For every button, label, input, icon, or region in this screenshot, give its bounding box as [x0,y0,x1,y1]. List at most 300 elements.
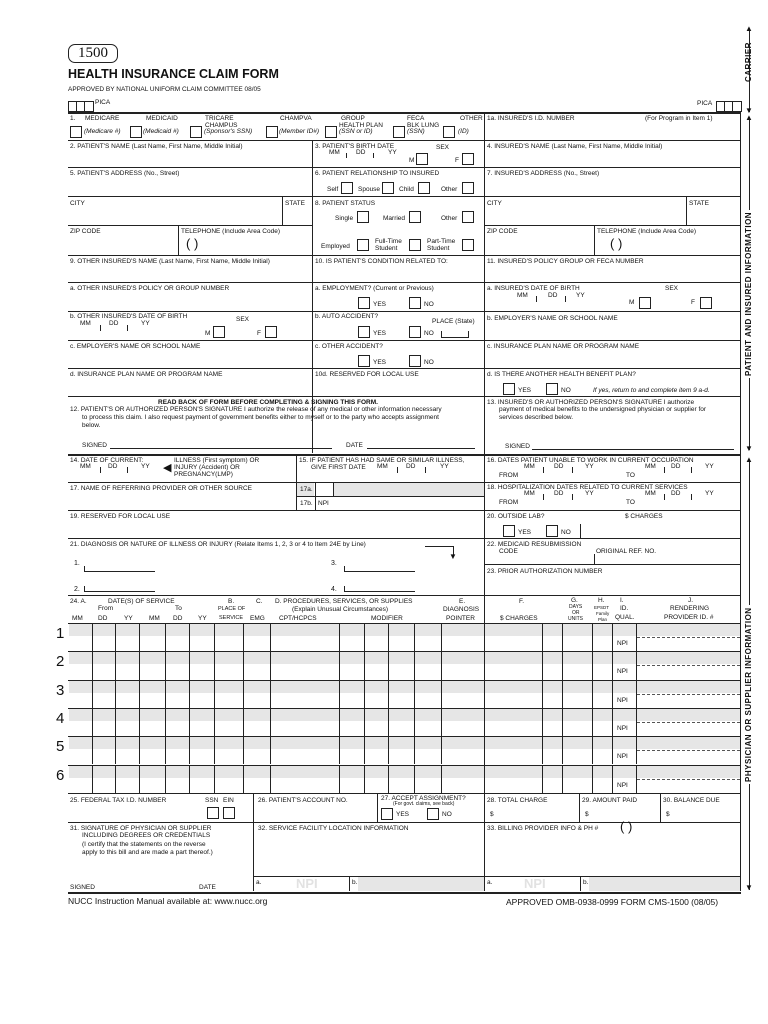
service-col-divider [441,708,442,736]
service-col-divider [484,651,485,679]
diag-3-label: 3. [331,560,337,567]
service-col-divider [592,765,593,793]
box24-service: SERVICE [219,615,244,621]
box23-label: 23. PRIOR AUTHORIZATION NUMBER [487,568,603,575]
service-col-divider [92,680,93,708]
box8-label: 8. PATIENT STATUS [315,200,376,207]
service-line-provider-field[interactable] [637,637,740,638]
service-line-npi: NPI [617,753,628,761]
box8-married: Married [383,215,406,222]
service-col-divider [243,708,244,736]
service-col-divider [92,765,93,793]
service-col-divider [441,623,442,651]
box9b-sex-m-checkbox[interactable] [213,326,225,338]
service-col-divider [612,680,613,708]
service-line-shade [69,766,740,778]
box24-d: D. PROCEDURES, SERVICES, OR SUPPLIES [275,598,413,605]
service-col-divider [484,736,485,764]
service-col-divider [139,623,140,651]
box32a-npi-watermark: NPI [296,876,318,891]
box24-epsdt: EPSDT [594,605,610,610]
box13-line2: payment of medical benefits to the undersigned physician or supplier for [499,406,707,413]
service-line-provider-field[interactable] [637,694,740,695]
box18-to-mm: MM [645,490,656,497]
box31-degrees: INCLUDING DEGREES OR CREDENTIALS [82,832,211,839]
box1-champva-sub: (Member ID#) [279,128,320,135]
box1-feca-checkbox[interactable] [393,126,405,138]
service-col-divider [364,708,365,736]
box13-line3: services described below. [499,414,574,421]
service-col-divider [441,680,442,708]
service-line-npi: NPI [617,696,628,704]
box25-ein-checkbox[interactable] [223,807,235,819]
box8-other-checkbox[interactable] [462,211,474,223]
box3-sex-m-checkbox[interactable] [416,153,428,165]
box25-ssn: SSN [205,797,219,804]
service-col-divider [243,736,244,764]
service-col-divider [484,765,485,793]
service-col-divider [165,623,166,651]
box16-from-mm: MM [524,463,535,470]
service-col-divider [92,736,93,764]
box8-married-checkbox[interactable] [409,211,421,223]
box10b-yes: YES [373,330,387,337]
box14-illness: ILLNESS (First symptom) OR [174,457,260,464]
box8-other: Other [441,215,458,222]
box24-i: I. [620,597,624,604]
box8-single: Single [335,215,354,222]
box24-d-explain: (Explain Unusual Circumstances) [292,606,389,613]
service-col-divider [165,680,166,708]
box17a-shade [333,483,484,497]
box24-units: UNITS [568,616,583,622]
box28-label: 28. TOTAL CHARGE [487,797,548,804]
service-col-divider [139,651,140,679]
box32a-label: a. [256,879,262,886]
right-rule [740,112,741,891]
box20-no-checkbox[interactable] [546,525,558,537]
service-col-divider [92,708,93,736]
service-col-divider [270,736,271,764]
box24-f: F. [519,598,525,605]
box17a-label: 17a. [300,486,313,493]
service-col-divider [139,708,140,736]
service-col-divider [214,651,215,679]
box10c-yes-checkbox[interactable] [358,355,370,367]
box11a-mm: MM [517,292,528,299]
box10b-yes-checkbox[interactable] [358,326,370,338]
service-col-divider [364,736,365,764]
box16-to-dd: DD [671,463,681,470]
service-col-divider [115,623,116,651]
box24-from-mm: MM [72,615,83,622]
diag-1-field[interactable] [84,566,155,572]
service-line-number: 1 [56,625,65,642]
form-number: 1500 [78,45,108,61]
box9d-label: d. INSURANCE PLAN NAME OR PROGRAM NAME [70,371,223,378]
service-col-divider [165,736,166,764]
box11a-yy: YY [576,292,585,299]
box24-days: DAYS [569,604,583,610]
box1-label: 1. [70,115,76,122]
box3-dd: DD [356,149,366,156]
service-col-divider [364,680,365,708]
read-back-notice: READ BACK OF FORM BEFORE COMPLETING & SIGNING THIS FORM. [158,399,378,406]
box10c-no-checkbox[interactable] [409,355,421,367]
box11a-sex-f-checkbox[interactable] [700,297,712,309]
service-col-divider [214,680,215,708]
box15-give-first-date: GIVE FIRST DATE [311,464,366,471]
diag-2-label: 2. [74,586,80,593]
insured-state-label: STATE [689,200,709,207]
service-col-divider [243,623,244,651]
box16-label: 16. DATES PATIENT UNABLE TO WORK IN CURRENT OCCUPATION [487,457,694,464]
box5-label: 5. PATIENT'S ADDRESS (No., Street) [70,170,180,177]
box10a-label: a. EMPLOYMENT? (Current or Previous) [315,285,434,292]
service-col-divider [612,651,613,679]
service-line-npi: NPI [617,640,628,647]
box10d-label: 10d. RESERVED FOR LOCAL USE [315,371,419,378]
patient-arrow-up-icon: ▲ [745,113,753,122]
diag-2-field[interactable] [84,586,155,592]
box8-fulltime-student: Student [375,245,398,252]
service-col-divider [270,765,271,793]
service-line-number: 4 [56,709,65,727]
box8-fulltime-checkbox[interactable] [409,239,421,251]
box27-yes-checkbox[interactable] [381,808,393,820]
service-line-shade [69,624,740,636]
box24-provider-id: PROVIDER ID. # [664,614,714,621]
service-line-number: 2 [56,653,65,671]
box21-arrow-down-icon: ▼ [449,552,457,561]
service-col-divider [414,765,415,793]
service-col-divider [592,651,593,679]
box14-yy: YY [141,463,150,470]
service-col-divider [243,765,244,793]
service-col-divider [414,623,415,651]
box24-c: C. [256,598,263,605]
box20-label: 20. OUTSIDE LAB? [487,513,545,520]
box1-health-plan: HEALTH PLAN [339,122,383,129]
service-line-provider-field[interactable] [637,665,740,666]
box30-label: 30. BALANCE DUE [663,797,720,804]
box25-ssn-checkbox[interactable] [207,807,219,819]
box14-label: 14. DATE OF CURRENT: [70,457,144,464]
service-col-divider [484,623,485,651]
box27-no: NO [442,811,452,818]
box1-champva: CHAMPVA [280,115,312,122]
box12-signed: SIGNED [82,442,107,449]
box10a-yes: YES [373,301,387,308]
box24-to-mm: MM [149,615,160,622]
box8-parttime-student: Student [427,245,450,252]
service-col-divider [562,708,563,736]
service-col-divider [165,651,166,679]
carrier-arrow-up-icon: ▲ [745,24,753,33]
box11d-label: d. IS THERE ANOTHER HEALTH BENEFIT PLAN? [487,371,636,378]
box1-medicare: MEDICARE [85,115,120,122]
service-col-divider [189,623,190,651]
patient-arrow-down-icon: ▼ [745,444,753,453]
box32b-shade [358,877,484,891]
box21-label: 21. DIAGNOSIS OR NATURE OF ILLNESS OR INJURY (Relate Items 1, 2, 3 or 4 to Item 24E by Line) [70,541,366,548]
box20-yes-checkbox[interactable] [503,525,515,537]
box1a-label: 1a. INSURED'S I.D. NUMBER [487,115,575,122]
box6-spouse-checkbox[interactable] [382,182,394,194]
box31-label: 31. SIGNATURE OF PHYSICIAN OR SUPPLIER [70,825,212,832]
box8-parttime: Part-Time [427,238,456,245]
box20-yes: YES [518,529,532,536]
box27-no-checkbox[interactable] [427,808,439,820]
box10a-yes-checkbox[interactable] [358,297,370,309]
box18-from: FROM [499,499,519,506]
service-col-divider [139,736,140,764]
service-line-shade [69,709,740,721]
box32-label: 32. SERVICE FACILITY LOCATION INFORMATION [258,825,409,832]
service-col-divider [165,765,166,793]
box12-date: DATE [346,442,363,449]
service-col-divider [339,651,340,679]
box8-parttime-checkbox[interactable] [462,239,474,251]
box24-emg: EMG [250,615,265,622]
top-rule [68,112,740,114]
box1-medicare-checkbox[interactable] [70,126,82,138]
box1-medicaid-checkbox[interactable] [130,126,142,138]
service-col-divider [542,736,543,764]
service-col-divider [388,680,389,708]
box6-child: Child [399,186,414,193]
box9b-f: F [257,330,261,337]
service-col-divider [484,708,485,736]
box6-self-checkbox[interactable] [341,182,353,194]
patient-state-label: STATE [285,200,305,207]
service-line-npi: NPI [617,724,628,732]
box8-single-checkbox[interactable] [357,211,369,223]
box24-dates: DATE(S) OF SERVICE [108,598,175,605]
service-col-divider [364,651,365,679]
box10-label: 10. IS PATIENT'S CONDITION RELATED TO: [315,258,448,265]
service-col-divider [115,680,116,708]
box1-champva-checkbox[interactable] [266,126,278,138]
form-title: HEALTH INSURANCE CLAIM FORM [68,67,279,81]
box10b-no: NO [424,330,434,337]
box24-a: 24. A. [70,598,87,605]
box14-arrow-icon: ◀ [163,462,172,474]
box18-to-yy: YY [705,490,714,497]
box11a-dd: DD [548,292,558,299]
box27-sub: (For govt. claims, see back) [393,801,455,807]
box1-group-checkbox[interactable] [325,126,337,138]
box10b-place-field[interactable] [441,331,469,338]
box6-self: Self [327,186,339,193]
box31-certify: (I certify that the statements on the reverse [82,841,206,848]
box11a-sex-m-checkbox[interactable] [639,297,651,309]
box24-qual: QUAL. [615,614,635,621]
box12-line2: to process this claim. I also request payment of government benefits either to myself or to the party who accepts assignment [82,414,439,421]
box24-place-of: PLACE OF [218,606,246,612]
pica-left-label: PICA [95,99,111,106]
service-col-divider [414,680,415,708]
service-line-provider-field[interactable] [637,779,740,780]
box24-j: J. [688,597,694,604]
box24-b: B. [228,598,235,605]
service-col-divider [189,680,190,708]
box8-employed-checkbox[interactable] [357,239,369,251]
box1-feca-sub: (SSN) [407,128,425,135]
box27-yes: YES [396,811,410,818]
box11b-label: b. EMPLOYER'S NAME OR SCHOOL NAME [487,315,618,322]
box3-label: 3. PATIENT'S BIRTH DATE [315,143,395,150]
box33-phone-paren[interactable]: ( ) [620,819,633,834]
service-col-divider [115,736,116,764]
box9b-sex-f-checkbox[interactable] [265,326,277,338]
box3-mm: MM [329,149,340,156]
box24-rendering: RENDERING [670,605,710,612]
box10c-label: c. OTHER ACCIDENT? [315,343,383,350]
box1-other: OTHER [460,115,483,122]
box4-label: 4. INSURED'S NAME (Last Name, First Name, Middle Initial) [487,143,663,150]
diag-3-field[interactable] [344,566,415,572]
box11d-note: If yes, return to and complete item 9 a-d. [593,387,710,394]
service-col-divider [339,680,340,708]
box18-to-dd: DD [671,490,681,497]
box3-sex: SEX [436,144,450,151]
box11d-no-checkbox[interactable] [546,383,558,395]
box3-yy: YY [388,149,397,156]
box12-date-line[interactable] [367,448,475,449]
service-col-divider [542,623,543,651]
service-col-divider [542,680,543,708]
box24-from: From [98,605,114,612]
service-line-npi: NPI [617,668,628,676]
box29-label: 29. AMOUNT PAID [582,797,638,804]
box16-from: FROM [499,472,519,479]
box18-from-yy: YY [585,490,594,497]
service-col-divider [270,680,271,708]
box18-label: 18. HOSPITALIZATION DATES RELATED TO CURRENT SERVICES [487,484,688,491]
box14-pregnancy: PREGNANCY(LMP) [174,471,233,478]
patient-phone-paren[interactable]: ( ) [186,236,199,251]
box8-fulltime: Full-Time [375,238,402,245]
box25-ein: EIN [223,797,234,804]
box24-e: E. [459,598,466,605]
approved-by: APPROVED BY NATIONAL UNIFORM CLAIM COMMITTEE 08/05 [68,86,261,93]
box18-to: TO [626,499,635,506]
box9b-yy: YY [141,320,150,327]
service-col-divider [441,765,442,793]
diag-4-field[interactable] [344,586,415,592]
service-col-divider [189,736,190,764]
box3-sex-f-checkbox[interactable] [462,153,474,165]
service-col-divider [612,708,613,736]
box16-to-mm: MM [645,463,656,470]
service-line-provider-field[interactable] [637,750,740,751]
service-col-divider [484,680,485,708]
service-col-divider [339,765,340,793]
service-col-divider [441,736,442,764]
box13-signed: SIGNED [505,443,530,450]
service-col-divider [388,765,389,793]
box24-to-dd: DD [173,615,183,622]
side-label-patient: PATIENT AND INSURED INFORMATION [744,211,753,376]
patient-city-label: CITY [70,200,85,207]
box1-tricare-checkbox[interactable] [190,126,202,138]
box24-to: To [175,605,182,612]
service-col-divider [139,680,140,708]
box22-code: CODE [499,548,518,555]
service-col-divider [139,765,140,793]
box11a-m: M [629,299,635,306]
box24-to-yy: YY [198,615,207,622]
service-col-divider [243,680,244,708]
box13-signature-line[interactable] [532,449,734,450]
box1-tricare-sub: (Sponsor's SSN) [204,128,253,135]
box12-line3: below. [82,422,101,429]
box1-feca: FECA [407,115,425,122]
service-col-divider [592,623,593,651]
service-col-divider [214,736,215,764]
service-col-divider [542,765,543,793]
box1-other-checkbox[interactable] [443,126,455,138]
box12-signature-line[interactable] [110,448,332,449]
service-line-provider-field[interactable] [637,722,740,723]
box10b-no-checkbox[interactable] [409,326,421,338]
box29-dollar: $ [585,811,589,818]
box1-champus: CHAMPUS [205,122,238,129]
box8-employed: Employed [321,243,350,250]
box24-family: Family [596,611,610,616]
box1-tricare: TRICARE [205,115,234,122]
box24-pointer: POINTER [446,615,475,622]
box10a-no-checkbox[interactable] [409,297,421,309]
box11d-yes: YES [518,387,532,394]
box24-id: ID. [620,605,629,612]
service-col-divider [214,708,215,736]
box24-from-dd: DD [98,615,108,622]
service-col-divider [189,765,190,793]
service-col-divider [92,651,93,679]
box9b-mm: MM [80,320,91,327]
box9b-label: b. OTHER INSURED'S DATE OF BIRTH [70,313,188,320]
box22-label: 22. MEDICAID RESUBMISSION [487,541,582,548]
box6-child-checkbox[interactable] [418,182,430,194]
service-col-divider [562,680,563,708]
box6-other-checkbox[interactable] [462,182,474,194]
footer-manual: NUCC Instruction Manual available at: www.nucc.org [68,896,268,906]
insured-city-label: CITY [487,200,502,207]
service-col-divider [542,651,543,679]
insured-phone-paren[interactable]: ( ) [610,236,623,251]
box24-or: OR [572,610,580,616]
service-col-divider [115,765,116,793]
pica-left-box[interactable] [68,101,94,112]
service-col-divider [542,708,543,736]
box11d-yes-checkbox[interactable] [503,383,515,395]
carrier-label: CARRIER [744,42,753,82]
box1-other-sub: (ID) [458,128,469,135]
bottom-rule [68,892,741,894]
insured-zip-label: ZIP CODE [487,228,518,235]
box26-label: 26. PATIENT'S ACCOUNT NO. [258,797,348,804]
pica-right-box[interactable] [716,101,742,112]
box11a-sex: SEX [665,285,679,292]
service-col-divider [189,708,190,736]
physician-arrow-down-icon: ▼ [745,883,753,892]
box33a-label: a. [487,879,493,886]
box30-dollar: $ [666,811,670,818]
service-col-divider [270,708,271,736]
box9c-label: c. EMPLOYER'S NAME OR SCHOOL NAME [70,343,201,350]
